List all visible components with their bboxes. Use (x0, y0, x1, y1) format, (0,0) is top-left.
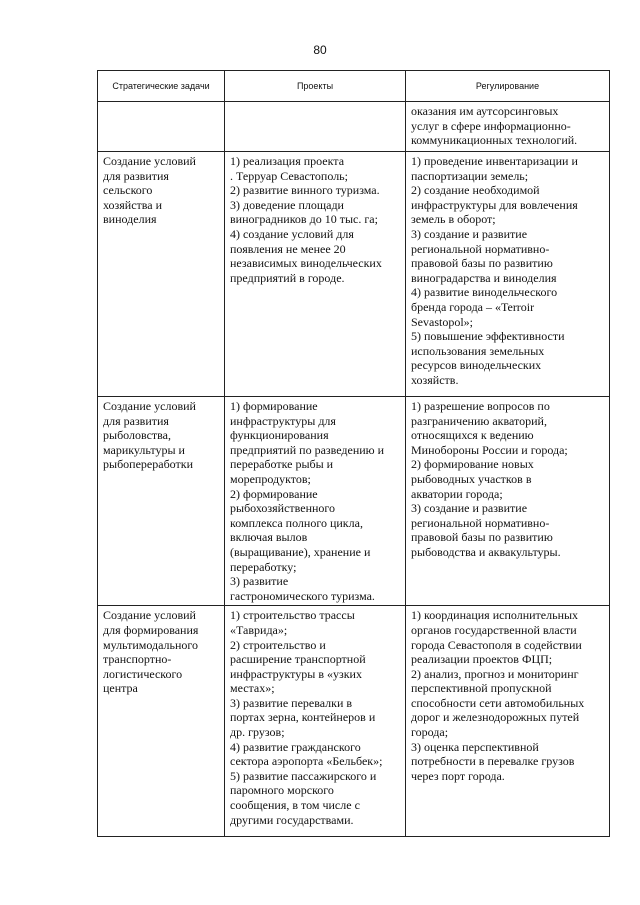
cell-text-line: бренда города – «Terroir (411, 299, 535, 314)
cell-text-line: 3) создание и развитие (411, 501, 528, 516)
cell-text-line: 2) создание необходимой (411, 183, 540, 198)
cell-text-line: виноделия (103, 212, 157, 227)
cell-text-line: потребности в перевалке грузов (411, 754, 575, 769)
cell-text-line: 1) разрешение вопросов по (411, 399, 550, 413)
cell-text-line: сектора аэропорта «Бельбек»; (230, 754, 383, 769)
cell-text-line: 2) развитие винного туризма. (230, 183, 380, 198)
regulation-cell (406, 152, 610, 397)
cell-text-line: 1) формирование (230, 399, 318, 413)
cell-text-line: рыбохозяйственного (230, 501, 336, 516)
regulation-cell (406, 397, 610, 606)
cell-text-line: др. грузов; (230, 725, 285, 740)
cell-text-line: Создание условий (103, 154, 196, 168)
header-projects: Проекты (225, 71, 406, 102)
projects-cell (225, 102, 406, 152)
cell-text-line: появления не менее 20 (230, 241, 346, 256)
cell-text-line: . Терруар Севастополь; (230, 168, 348, 183)
task-cell (98, 102, 225, 152)
cell-text-line: переработку; (230, 559, 297, 574)
cell-text-line: оказания им аутсорсинговых (411, 104, 559, 118)
cell-text-line: Минобороны России и города; (411, 442, 568, 457)
cell-text-line: 1) строительство трассы (230, 608, 355, 623)
cell-text-line: 3) развитие (230, 574, 289, 589)
cell-text-line: хозяйств. (411, 372, 459, 387)
cell-text-line: рыбопереработки (103, 457, 194, 472)
cell-text-line: предприятий по разведению и (230, 442, 385, 457)
cell-text-line: 3) развитие перевалки в (230, 695, 353, 710)
cell-text-line: способности сети автомобильных (411, 695, 585, 710)
projects-cell (225, 606, 406, 837)
task-cell (98, 152, 225, 397)
cell-text-line: расширение транспортной (230, 652, 366, 667)
cell-text-line: сообщения, в том числе с (230, 798, 360, 813)
cell-text-line: 3) оценка перспективной (411, 739, 539, 754)
cell-text-line: виноградарства и виноделия (411, 270, 557, 285)
cell-text-line: для развития (103, 168, 169, 183)
cell-text-line: 1) реализация проекта (230, 154, 345, 168)
table-row (98, 152, 610, 397)
cell-text-line: паспортизации земель; (411, 168, 529, 183)
cell-text-line: местах»; (230, 681, 275, 696)
regulation-cell (406, 102, 610, 152)
cell-text-line: 4) создание условий для (230, 226, 354, 241)
cell-text-line: предприятий в городе. (230, 270, 345, 285)
cell-text-line: включая вылов (230, 530, 308, 545)
header-regulation: Регулирование (406, 71, 610, 102)
cell-text-line: виноградников до 10 тыс. га; (230, 212, 378, 227)
cell-text-line: 5) развитие пассажирского и (230, 768, 377, 783)
cell-text-line: реализации проектов ФЦП; (411, 652, 553, 667)
cell-text-line: Создание условий (103, 399, 196, 413)
cell-text-line: услуг в сфере информационно- (411, 118, 571, 133)
task-cell (98, 606, 225, 837)
projects-cell (225, 397, 406, 606)
cell-text-line: хозяйства и (103, 197, 163, 212)
cell-text-line: 5) повышение эффективности (411, 329, 565, 344)
cell-text-line: правовой базы по развитию (411, 530, 553, 545)
cell-text-line: (выращивание), хранение и (230, 544, 371, 559)
cell-text-line: морепродуктов; (230, 471, 311, 486)
cell-text-line: марикультуры и (103, 442, 185, 457)
cell-text-line: земель в оборот; (411, 212, 496, 227)
cell-text-line: комплекса полного цикла, (230, 515, 363, 530)
table-header-row (98, 71, 610, 102)
strategy-table (97, 70, 610, 837)
table-row (98, 397, 610, 606)
cell-text-line: Sevastopol»; (411, 314, 473, 329)
regulation-cell (406, 606, 610, 837)
cell-text-line: города Севастополя в содействии (411, 637, 582, 652)
cell-text-line: акватории города; (411, 486, 503, 501)
cell-text-line: 2) формирование новых (411, 457, 534, 472)
cell-text-line: использования земельных (411, 343, 545, 358)
cell-text-line: 3) создание и развитие (411, 226, 528, 241)
cell-text-line: относящихся к ведению (411, 428, 534, 443)
cell-text-line: коммуникационных технологий. (411, 133, 578, 148)
cell-text-line: рыбоводных участков в (411, 471, 532, 486)
cell-text-line: рыбоводства и аквакультуры. (411, 544, 561, 559)
cell-text-line: Создание условий (103, 608, 196, 623)
task-cell (98, 397, 225, 606)
cell-text-line: для формирования (103, 622, 199, 637)
cell-text-line: 1) координация исполнительных (411, 608, 579, 623)
cell-text-line: паромного морского (230, 783, 334, 798)
cell-text-line: через порт города. (411, 768, 505, 783)
cell-text-line: города; (411, 725, 449, 740)
cell-text-line: 2) анализ, прогноз и мониторинг (411, 666, 579, 681)
cell-text-line: региональной нормативно- (411, 241, 550, 256)
cell-text-line: переработке рыбы и (230, 457, 334, 472)
table-row (98, 606, 610, 837)
cell-text-line: разграничению акваторий, (411, 413, 547, 428)
cell-text-line: правовой базы по развитию (411, 256, 553, 271)
header-strategic-tasks: Стратегические задачи (98, 71, 225, 102)
cell-text-line: для развития (103, 413, 169, 428)
cell-text-line: центра (103, 681, 138, 696)
cell-text-line: рыболовства, (103, 428, 171, 443)
cell-text-line: органов государственной власти (411, 622, 577, 637)
cell-text-line: гастрономического туризма. (230, 588, 375, 603)
cell-text-line: транспортно- (103, 652, 172, 667)
cell-text-line: сельского (103, 183, 153, 198)
table-row (98, 102, 610, 152)
cell-text-line: дорог и железнодорожных путей (411, 710, 580, 725)
cell-text-line: «Таврида»; (230, 622, 288, 637)
cell-text-line: логистического (103, 666, 183, 681)
cell-text-line: региональной нормативно- (411, 515, 550, 530)
cell-text-line: портах зерна, контейнеров и (230, 710, 376, 725)
cell-text-line: другими государствами. (230, 812, 354, 827)
cell-text-line: 4) развитие винодельческого (411, 285, 558, 300)
cell-text-line: ресурсов винодельческих (411, 358, 542, 373)
cell-text-line: 2) формирование (230, 486, 318, 501)
page-number: 80 (313, 43, 327, 57)
cell-text-line: 2) строительство и (230, 637, 326, 652)
projects-cell (225, 152, 406, 397)
cell-text-line: 3) доведение площади (230, 197, 344, 212)
cell-text-line: 1) проведение инвентаризации и (411, 154, 578, 168)
cell-text-line: инфраструктуры для (230, 413, 336, 428)
cell-text-line: функционирования (230, 428, 329, 443)
cell-text-line: инфраструктуры в «узких (230, 666, 362, 681)
cell-text-line: перспективной пропускной (411, 681, 552, 696)
cell-text-line: инфраструктуры для вовлечения (411, 197, 578, 212)
cell-text-line: независимых винодельческих (230, 256, 382, 271)
cell-text-line: 4) развитие гражданского (230, 739, 361, 754)
cell-text-line: мультимодального (103, 637, 199, 652)
